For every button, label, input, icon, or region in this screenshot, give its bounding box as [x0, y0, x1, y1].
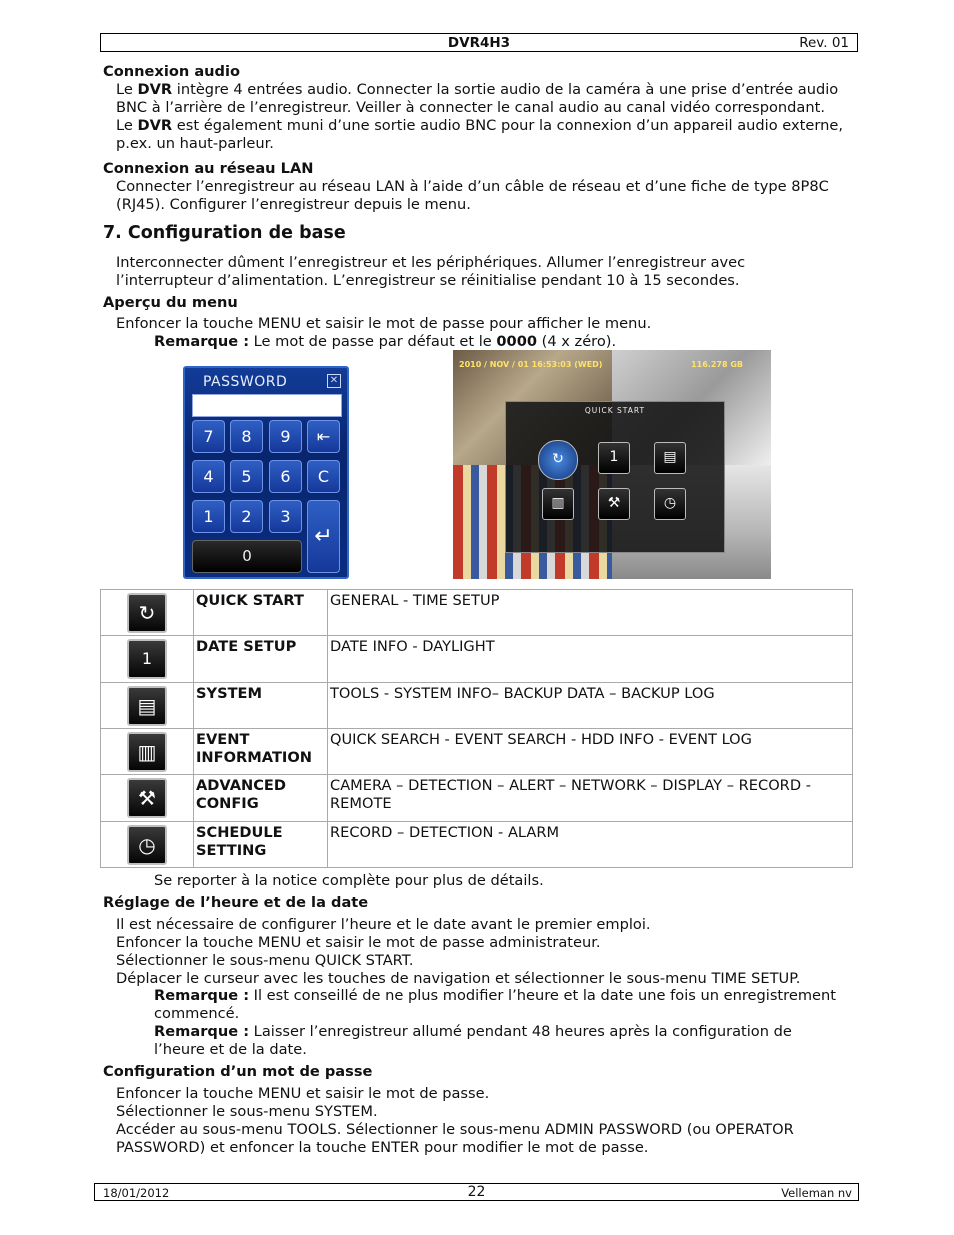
- system-icon: ▤: [654, 442, 686, 474]
- footer-company: Velleman nv: [781, 1186, 852, 1200]
- quick-start-icon: ↻: [538, 440, 578, 480]
- advanced-config-icon: ⚒: [598, 488, 630, 520]
- enter-icon: ↵: [307, 500, 340, 573]
- key-clear: C: [307, 460, 340, 493]
- date-setup-icon: 1: [598, 442, 630, 474]
- schedule-setting-icon: ◷: [127, 825, 167, 865]
- menu-name: SCHEDULE SETTING: [194, 822, 328, 868]
- details-note: Se reporter à la notice complète pour plus de détails.: [154, 872, 544, 889]
- menu-name: DATE SETUP: [194, 636, 328, 683]
- revision: Rev. 01: [799, 35, 849, 51]
- menu-desc: RECORD – DETECTION - ALARM: [328, 822, 853, 868]
- osd-bar: [453, 360, 771, 374]
- menu-remark: Remarque : Le mot de passe par défaut et le 0000 (4 x zéro).: [154, 333, 617, 350]
- table-row: [101, 590, 853, 636]
- table-row: [101, 822, 853, 868]
- menu-desc: DATE INFO - DAYLIGHT: [328, 636, 853, 683]
- key-3: 3: [269, 500, 302, 533]
- heading-menu: Aperçu du menu: [103, 294, 238, 311]
- key-6: 6: [269, 460, 302, 493]
- system-icon: ▤: [127, 686, 167, 726]
- menu-desc: QUICK SEARCH - EVENT SEARCH - HDD INFO - EVENT LOG: [328, 729, 853, 775]
- key-0: 0: [192, 540, 302, 573]
- menu-desc: TOOLS - SYSTEM INFO– BACKUP DATA – BACKUP LOG: [328, 683, 853, 729]
- table-row: [101, 636, 853, 683]
- date-setup-icon: 1: [127, 639, 167, 679]
- menu-name: QUICK START: [194, 590, 328, 636]
- time-steps: Il est nécessaire de configurer l’heure et le date avant le premier emploi. Enfoncer la touche MENU et saisir le mot de passe administrateur. Sélectionner le sous-menu QUICK START. Déplacer le curseur avec les touches de navigation et sélectionner le sous-menu TIME SETUP.: [116, 916, 801, 987]
- password-field: [192, 394, 342, 417]
- footer-date: 18/01/2012: [103, 1186, 170, 1200]
- time-remark-1: Remarque : Il est conseillé de ne plus modifier l’heure et la date une fois un enregistrement commencé.: [154, 987, 836, 1022]
- menu-name: SYSTEM: [194, 683, 328, 729]
- menu-table: [100, 589, 853, 868]
- audio-paragraph: Le DVR intègre 4 entrées audio. Connecter la sortie audio de la caméra à une prise d’entrée audio BNC à l’arrière de l’enregistreur. Veiller à connecter le canal audio au canal vidéo correspondant. Le DVR est également muni d’une sortie audio BNC pour la connexion d’un appareil audio externe, p.ex. un haut-parleur.: [116, 81, 843, 152]
- key-5: 5: [230, 460, 263, 493]
- menu-name: ADVANCED CONFIG: [194, 775, 328, 822]
- event-information-icon: ▥: [542, 488, 574, 520]
- key-4: 4: [192, 460, 225, 493]
- password-keypad: [183, 366, 349, 579]
- table-row: [101, 729, 853, 775]
- backspace-icon: ⇤: [307, 420, 340, 453]
- osd-datetime: 2010 / NOV / 01 16:53:03 (WED): [459, 360, 603, 369]
- key-8: 8: [230, 420, 263, 453]
- heading-lan: Connexion au réseau LAN: [103, 160, 314, 177]
- camera-quad-screenshot: [453, 350, 771, 579]
- advanced-config-icon: ⚒: [127, 778, 167, 818]
- heading-audio: Connexion audio: [103, 63, 241, 80]
- quick-start-icon: ↻: [127, 593, 167, 633]
- page-number: 22: [467, 1184, 486, 1200]
- section-intro: Interconnecter dûment l’enregistreur et les périphériques. Allumer l’enregistreur avec l’interrupteur d’alimentation. L’enregistreur se réinitialise pendant 10 à 15 secondes.: [116, 254, 746, 289]
- quick-start-panel: [505, 401, 725, 553]
- schedule-setting-icon: ◷: [654, 488, 686, 520]
- time-remark-2: Remarque : Laisser l’enregistreur allumé pendant 48 heures après la configuration de l’heure et de la date.: [154, 1023, 792, 1058]
- table-row: [101, 683, 853, 729]
- heading-password: Configuration d’un mot de passe: [103, 1063, 373, 1080]
- page-header: [100, 33, 858, 52]
- menu-desc: CAMERA – DETECTION – ALERT – NETWORK – DISPLAY – RECORD - REMOTE: [328, 775, 853, 822]
- key-2: 2: [230, 500, 263, 533]
- quick-start-title: QUICK START: [584, 406, 646, 415]
- keypad-title: PASSWORD: [203, 374, 288, 390]
- key-1: 1: [192, 500, 225, 533]
- lan-paragraph: Connecter l’enregistreur au réseau LAN à l’aide d’un câble de réseau et d’une fiche de type 8P8C (RJ45). Configurer l’enregistreur depuis le menu.: [116, 178, 829, 213]
- heading-time: Réglage de l’heure et de la date: [103, 894, 369, 911]
- section-title: 7. Configuration de base: [103, 223, 346, 243]
- model-name: DVR4H3: [447, 35, 511, 51]
- osd-storage: 116.278 GB: [691, 360, 743, 369]
- password-steps: Enfoncer la touche MENU et saisir le mot de passe. Sélectionner le sous-menu SYSTEM. Accéder au sous-menu TOOLS. Sélectionner le sous-menu ADMIN PASSWORD (ou OPERATOR PASSWORD) et enfoncer la touche ENTER pour modifier le mot de passe.: [116, 1085, 794, 1156]
- menu-desc: GENERAL - TIME SETUP: [328, 590, 853, 636]
- close-icon: ✕: [327, 374, 341, 388]
- page-footer: [94, 1183, 859, 1201]
- key-7: 7: [192, 420, 225, 453]
- event-information-icon: ▥: [127, 732, 167, 772]
- table-row: [101, 775, 853, 822]
- key-9: 9: [269, 420, 302, 453]
- menu-name: EVENT INFORMATION: [194, 729, 328, 775]
- menu-instruction: Enfoncer la touche MENU et saisir le mot de passe pour afficher le menu.: [116, 315, 652, 332]
